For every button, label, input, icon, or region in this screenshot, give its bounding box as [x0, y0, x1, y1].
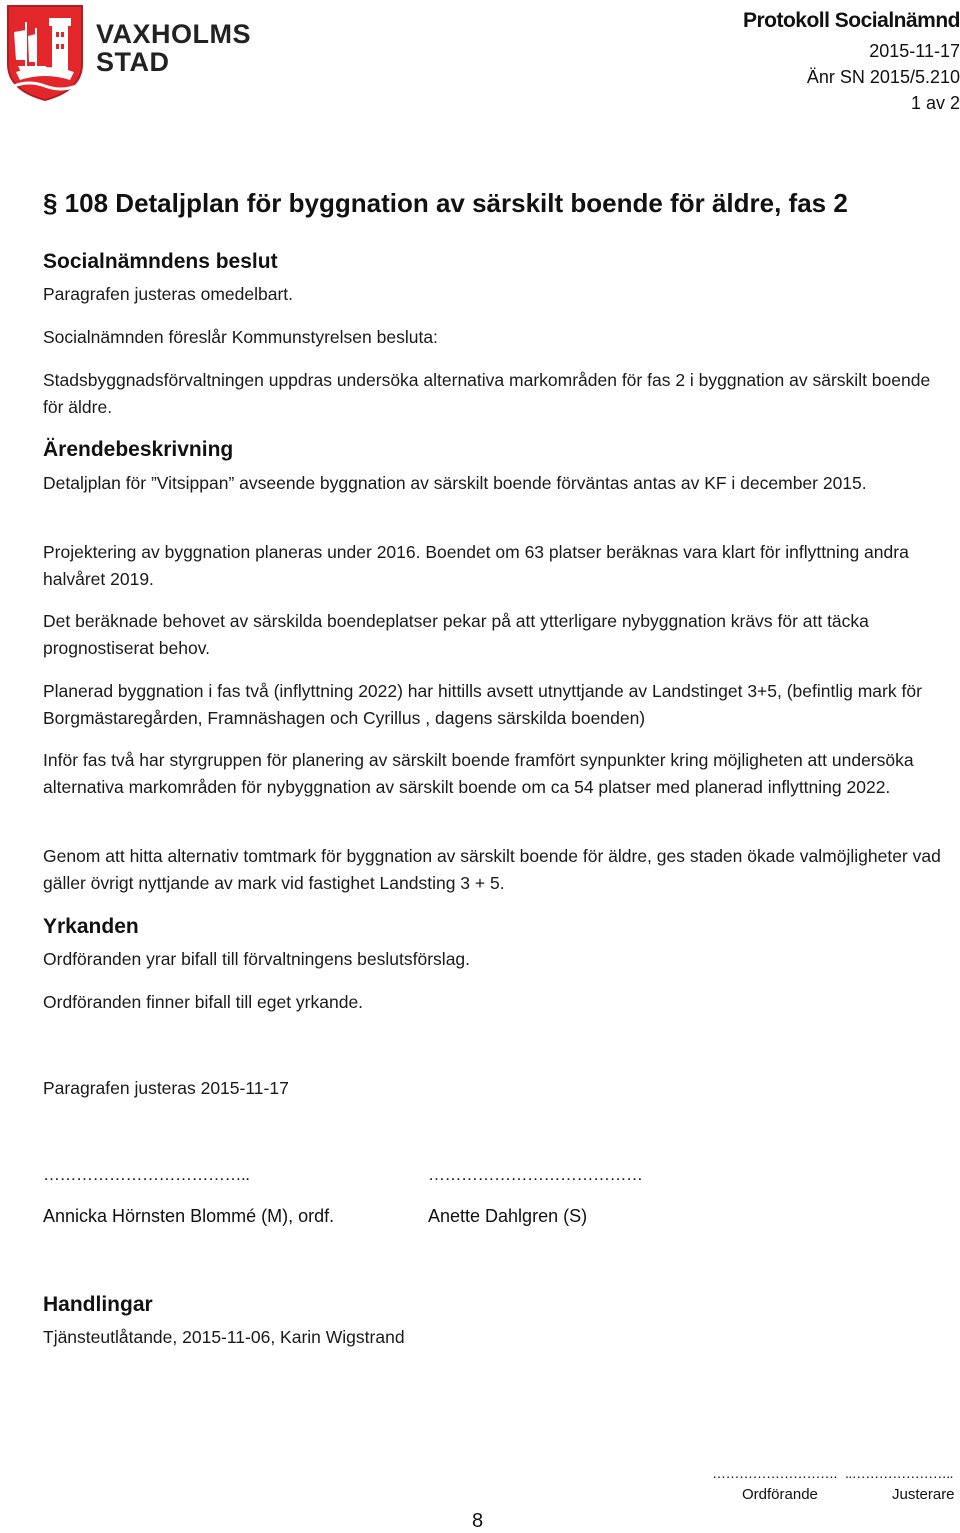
description-title: Ärendebeskrivning [43, 438, 234, 461]
municipality-logo [4, 2, 254, 102]
adjusted-date-text: Paragrafen justeras 2015-11-17 [43, 1078, 289, 1098]
motions-paragraph-2: Ordföranden finner bifall till eget yrkande. [43, 992, 364, 1012]
footer-chair-line: ………………………. [712, 1465, 837, 1481]
signature-line-left: ……………………………….. [43, 1165, 250, 1184]
motions-paragraph-1: Ordföranden yrar bifall till förvaltningens beslutsförslag. [43, 949, 471, 969]
logo-line2: STAD [96, 47, 170, 77]
protocol-date: 2015-11-17 [869, 41, 960, 61]
description-paragraph-6: Genom att hitta alternativ tomtmark för byggnation av särskilt boende för äldre, ges staden ökade valmöjligheter vad gäller övrigt nyttjande av mark vid fastighet Landsting 3 + 5. [43, 846, 941, 893]
description-paragraph-4: Planerad byggnation i fas två (inflyttning 2022) har hittills avsett utnyttjande av Landstinget 3+5, (befintlig mark för Borgmästaregården, Framnäshagen och Cyrillus , dagens särskilda boenden) [43, 681, 922, 728]
signatory-right: Anette Dahlgren (S) [428, 1206, 588, 1226]
footer-adjuster-label: Justerare [892, 1486, 955, 1503]
documents-title: Handlingar [43, 1293, 153, 1316]
protocol-title: Protokoll Socialnämnd [742, 9, 960, 32]
description-paragraph-1: Detaljplan för ”Vitsippan” avseende byggnation av särskilt boende förväntas antas av KF i december 2015. [43, 473, 867, 493]
page-number: 8 [472, 1510, 484, 1532]
description-paragraph-2: Projektering av byggnation planeras under 2016. Boendet om 63 platser beräknas vara klart för inflyttning andra halvåret 2019. [43, 542, 909, 589]
logo-wordmark [96, 20, 251, 76]
decision-paragraph-3: Stadsbyggnadsförvaltningen uppdras undersöka alternativa markområden för fas 2 i byggnation av särskilt boende för äldre. [43, 370, 931, 417]
signatory-left: Annicka Hörnsten Blommé (M), ordf. [43, 1206, 335, 1226]
footer-adjuster-line: ..………………….. [845, 1465, 954, 1481]
footer-chair-label: Ordförande [742, 1486, 818, 1503]
section-heading: § 108 Detaljplan för byggnation av särskilt boende för äldre, fas 2 [43, 188, 848, 218]
logo-line1: VAXHOLMS [96, 19, 252, 49]
description-paragraph-5: Inför fas två har styrgruppen för planering av särskilt boende framfört synpunkter kring möjligheten att undersöka alternativa markområden för nybyggnation av särskilt boende om ca 54 platser med planerad inflyttning 2022. [43, 750, 914, 797]
decision-paragraph-2: Socialnämnden föreslår Kommunstyrelsen besluta: [43, 327, 438, 347]
decision-paragraph-1: Paragrafen justeras omedelbart. [43, 284, 293, 304]
description-paragraph-3: Det beräknade behovet av särskilda boendeplatser pekar på att ytterligare nybyggnation krävs för att täcka prognostiserat behov. [43, 611, 869, 658]
decision-title: Socialnämndens beslut [43, 250, 278, 273]
page-indicator: 1 av 2 [910, 93, 960, 113]
coat-of-arms-icon [4, 2, 86, 102]
documents-paragraph-1: Tjänsteutlåtande, 2015-11-06, Karin Wigstrand [43, 1327, 405, 1347]
motions-title: Yrkanden [43, 915, 139, 938]
signature-line-right: ………………………………… [428, 1165, 643, 1184]
protocol-reference: Änr SN 2015/5.210 [806, 67, 960, 87]
